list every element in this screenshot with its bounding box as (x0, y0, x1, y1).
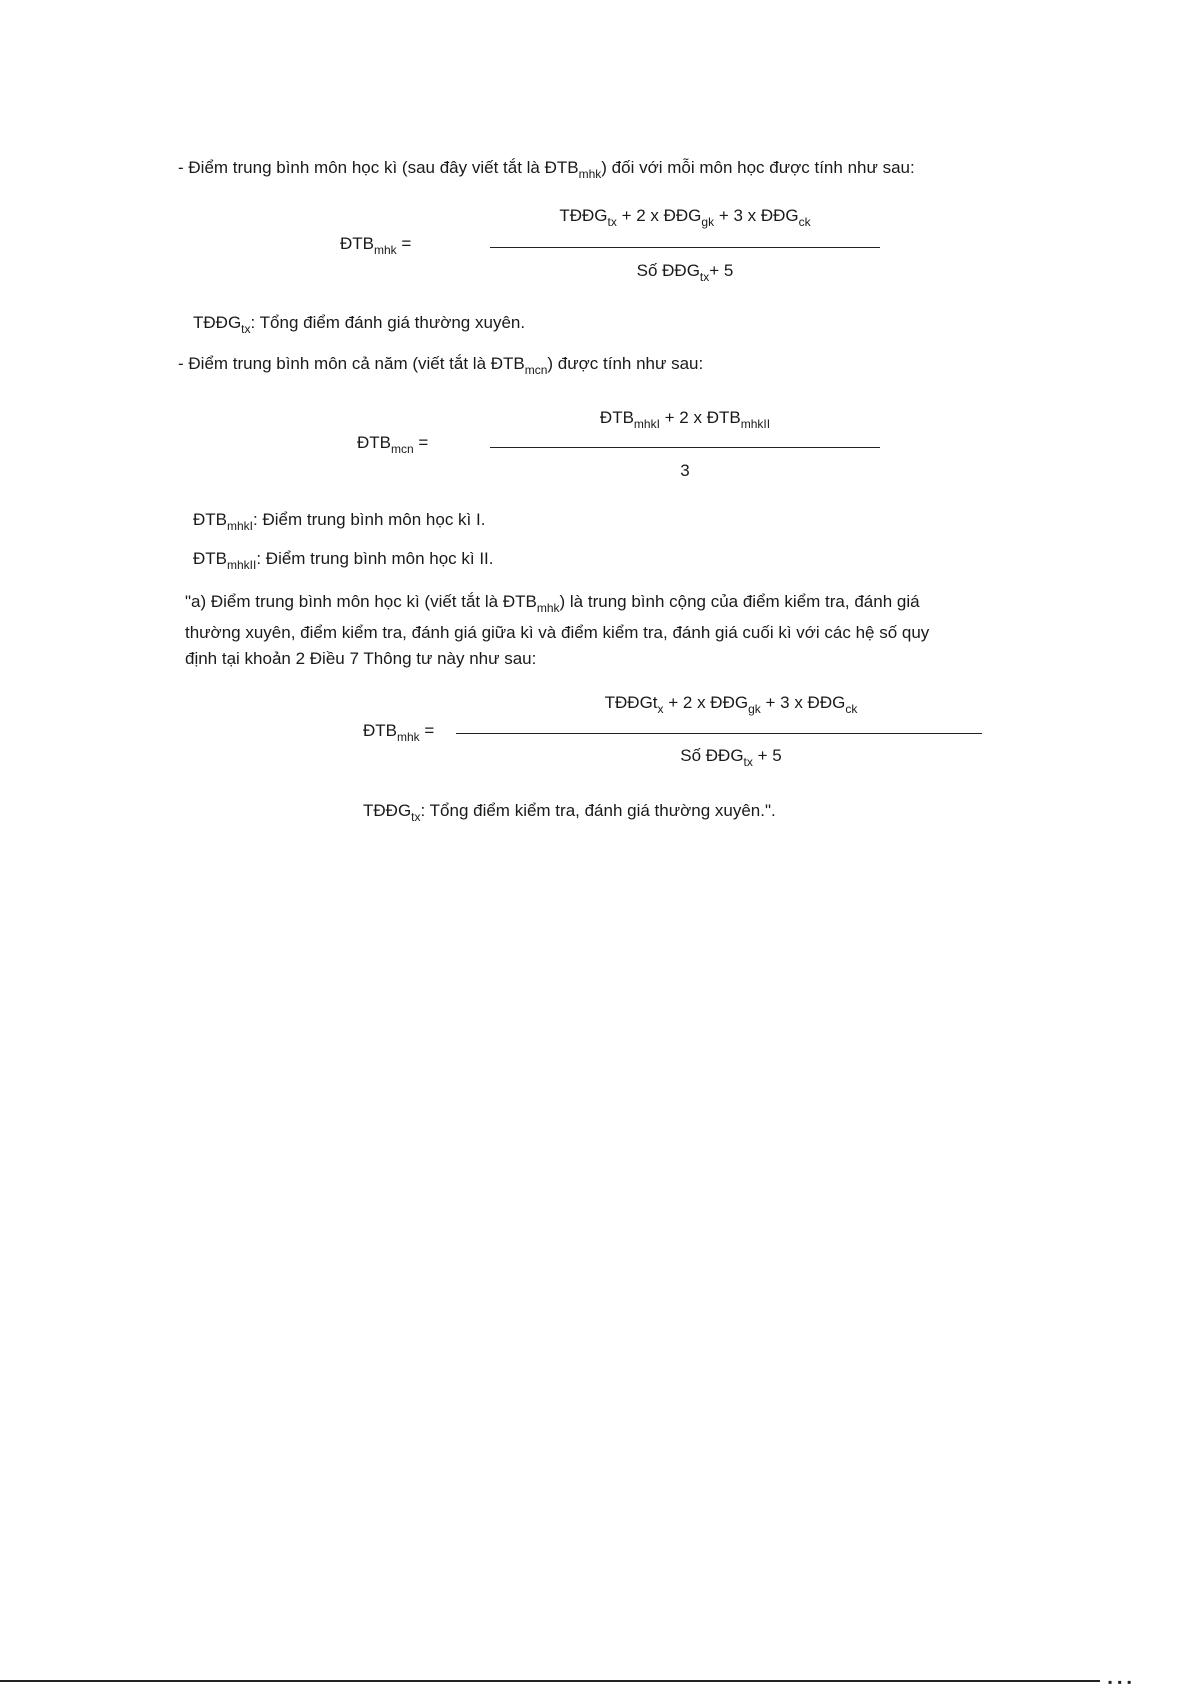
sec2-formula-lhs: $ĐTB_{mcn}$ = (357, 433, 429, 456)
sec3-note: $TĐĐG_{tx}$: Tổng điểm kiểm tra, đánh giá thường xuyên.". (363, 801, 776, 824)
sec3-line-1: "a) Điểm trung bình môn học kì (viết tắt là $ĐTB_{mhk}$) là trung bình cộng của điểm kiểm tra, đánh giá (185, 592, 920, 615)
sec2-formula-denominator: 3 (680, 461, 690, 480)
sec1-intro: - Điểm trung bình môn học kì (sau đây viết tắt là $ĐTB_{mhk}$) đối với mỗi môn học được tính như sau: (178, 158, 915, 181)
sec1-note: $TĐĐG_{tx}$: Tổng điểm đánh giá thường xuyên. (193, 313, 526, 336)
sec1-fraction-bar (490, 247, 880, 248)
sec2-note-hk1: $ĐTB_{mhkI}$: Điểm trung bình môn học kì I. (193, 510, 486, 533)
sec2-formula-numerator: $ĐTB_{mhkI} + 2$ x $ĐTB_{mhkII}$ (599, 408, 771, 431)
sec3-formula-denominator: Số $ĐĐG_{tx} + 5$ (680, 746, 782, 769)
sec3-line-2: thường xuyên, điểm kiểm tra, đánh giá giữa kì và điểm kiểm tra, đánh giá cuối kì với các hệ số quy (185, 623, 930, 642)
sec2-note-hk2: $ĐTB_{mhkII}$: Điểm trung bình môn học kì II. (193, 549, 494, 572)
sec3-fraction-bar (456, 733, 982, 734)
sec3-formula-numerator: TĐĐGt$_x$ + 2 x $ĐĐG_{gk} + 3$ x $ĐĐG_{ck}$ (604, 693, 858, 716)
sec3-line-3: định tại khoản 2 Điều 7 Thông tư này như sau: (185, 649, 537, 668)
sec3-formula-lhs: $ĐTB_{mhk}$ = (363, 721, 435, 744)
page-bottom-rule (0, 1680, 1100, 1682)
corner-mark: ▪ ▪ ▪ (1108, 1675, 1133, 1689)
sec1-formula-denominator: Số $ĐĐG_{tx}+ 5$ (636, 261, 734, 284)
sec2-fraction-bar (490, 447, 880, 448)
sec1-formula-lhs: $ĐTB_{mhk}$ = (340, 234, 412, 257)
sec1-formula-numerator: $TĐĐG_{tx} + 2$ x $ĐĐG_{gk} + 3$ x $ĐĐG_{ck}$ (559, 206, 811, 229)
sec2-intro: - Điểm trung bình môn cả năm (viết tắt là $ĐTB_{mcn}$) được tính như sau: (178, 354, 704, 377)
